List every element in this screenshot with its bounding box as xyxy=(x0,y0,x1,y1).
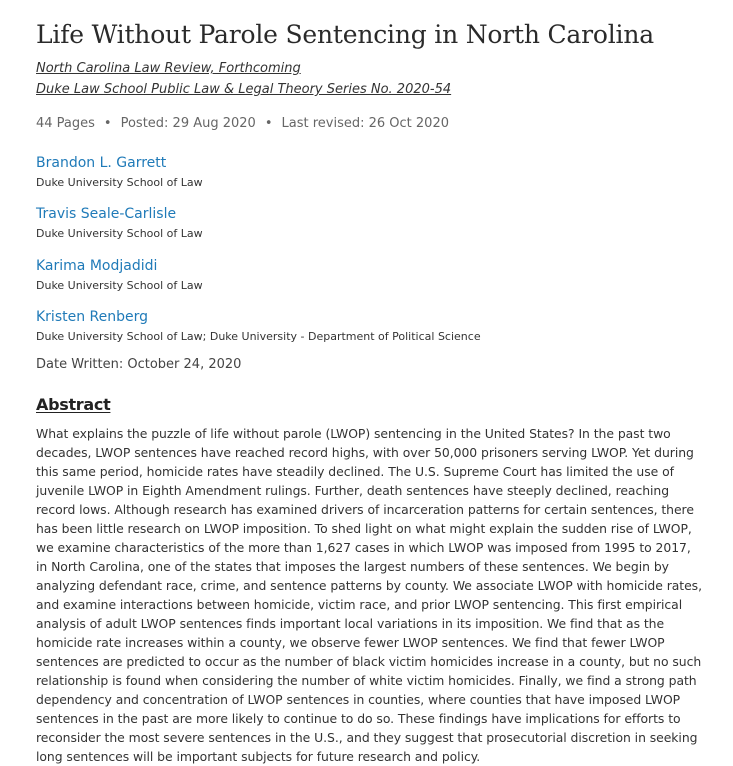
date-written: Date Written: October 24, 2020 xyxy=(36,357,242,372)
paper-title: Life Without Parole Sentencing in North Carolina xyxy=(36,20,654,49)
author-link-seale-carlisle[interactable]: Travis Seale-Carlisle xyxy=(36,206,177,222)
abstract-heading: Abstract xyxy=(36,395,111,414)
page-count: 44 Pages xyxy=(36,116,95,131)
revised-date: Last revised: 26 Oct 2020 xyxy=(281,116,449,131)
posted-date: Posted: 29 Aug 2020 xyxy=(120,116,256,131)
meta-separator: • xyxy=(264,116,273,131)
abstract-text: What explains the puzzle of life without parole (LWOP) sentencing in the United States? In the past two decades, LWOP sentences have reached record highs, with over 50,000 prisoners serving LWOP. Yet during this same period, homicide rates have steadily declined. The U.S. Supreme Court has limited the use of juvenile LWOP in Eighth Amendment rulings. Further, death sentences have steeply declined, reaching record lows. Although research has examined drivers of incarceration patterns for certain sentences, there has been little research on LWOP imposition. To shed light on what might explain the sudden rise of LWOP, we examine characteristics of the more than 1,627 cases in which LWOP was imposed from 1995 to 2017, in North Carolina, one of the states that imposes the largest numbers of these sentences. We begin by analyzing defendant race, crime, and sentence patterns by county. We associate LWOP with homicide rates, and examine interactions between homicide, victim race, and prior LWOP sentencing. This first empirical analysis of adult LWOP sentences finds important local variations in its imposition. We find that as the homicide rate increases within a county, we observe fewer LWOP sentences. We find that fewer LWOP sentences are predicted to occur as the number of black victim homicides increase in a county, but no such relationship is found when considering the number of white victim homicides. Finally, we find a strong path dependency and concentration of LWOP sentences in counties, where counties that have imposed LWOP sentences in the past are more likely to continue to do so. These findings have implications for efforts to reconsider the most severe sentences in the U.S., and they suggest that prosecutorial discretion in seeking long sentences will be important subjects for future research and policy. xyxy=(36,426,702,764)
author-link-modjadidi[interactable]: Karima Modjadidi xyxy=(36,258,158,274)
author-link-renberg[interactable]: Kristen Renberg xyxy=(36,309,149,325)
meta-separator: • xyxy=(103,116,112,131)
author-affiliation: Duke University School of Law; Duke University - Department of Political Science xyxy=(36,330,481,343)
paper-meta xyxy=(36,114,449,134)
author-affiliation: Duke University School of Law xyxy=(36,176,203,189)
author-affiliation: Duke University School of Law xyxy=(36,279,203,292)
author-affiliation: Duke University School of Law xyxy=(36,227,203,240)
series-link-legal-theory[interactable]: Duke Law School Public Law & Legal Theory Series No. 2020-54 xyxy=(36,82,452,97)
series-link-law-review[interactable]: North Carolina Law Review, Forthcoming xyxy=(36,61,301,76)
author-link-garrett[interactable]: Brandon L. Garrett xyxy=(36,155,167,171)
